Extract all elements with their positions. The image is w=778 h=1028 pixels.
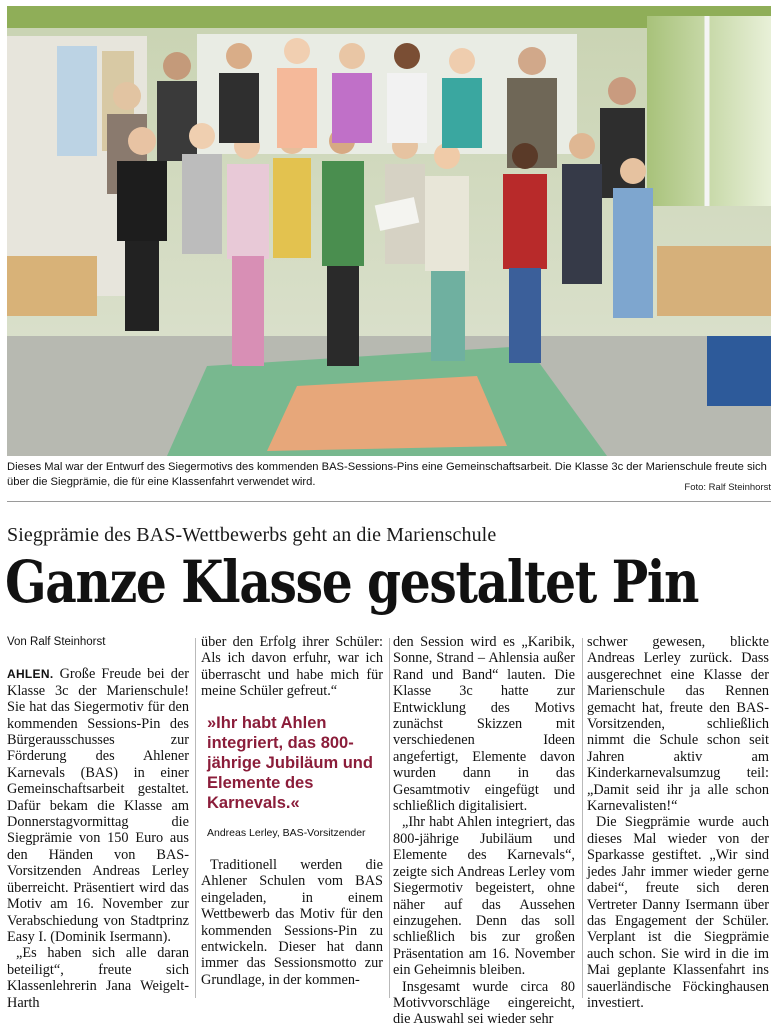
divider: [7, 501, 771, 502]
article-paragraph: schwer gewesen, blickte Andreas Lerley zurück. Dass ausgerechnet eine Klasse der Marienschule das Rennen gemacht hat, freute den BAS-Vorsitzenden, schließlich nimmt die Schule schon seit Jahren aktiv am Kinderkarnevalsumzug teil: „Damit seid ihr ja alle schon Karnevalisten!“: [587, 634, 769, 815]
article-paragraph: den Session wird es „Karibik, Sonne, Strand – Ahlensia außer Rand und Band“ lauten. Die Klasse 3c hatte zur Entwicklung des Motivs zunächst Skizzen mit verschiedenen Ideen angefertigt, Elemente davon wurden dann in das Gesamtmotiv eingefügt und schließlich digitalisiert.: [393, 634, 575, 815]
article-paragraph: AHLEN. Große Freude bei der Klasse 3c der Marienschule! Sie hat das Siegermotiv für den kommenden Sessions-Pin des Bürgerausschusses zur Förderung des Ahlener Karnevals (BAS) in einer Gemeinschaftsarbeit gestaltet. Dafür bekam die Klasse am Donnerstagvormittag die Siegprämie von 150 Euro aus den Händen von BAS-Vorsitzenden Andreas Lerley überreicht. Präsentiert wird das Motiv am 16. November zur Verabschiedung von Stadtprinz Easy I. (Dominik Isermann).: [7, 666, 189, 945]
column-divider: [389, 638, 390, 998]
article-column-3: [393, 634, 575, 1028]
dateline: AHLEN.: [7, 667, 54, 682]
article-paragraph: „Es haben sich alle daran beteiligt“, freute sich Klassenlehrerin Jana Weigelt-Harth: [7, 945, 189, 1011]
article-paragraph: „Ihr habt Ahlen integriert, das 800-jährige Jubiläum und Elemente des Karnevals“, zeigte sich Andreas Lerley vom Siegermotiv begeistert, ohne näher auf das Aussehen einzugehen. Denn das soll schließlich bis zur großen Präsentation am 16. November ein Geheimnis bleiben.: [393, 814, 575, 979]
photo-caption: Dieses Mal war der Entwurf des Siegermotivs des kommenden BAS-Sessions-Pins eine Gemeinschaftsarbeit. Die Klasse 3c der Marienschule freute sich über die Siegprämie, die für eine Klassenfahrt verwendet wird.: [7, 461, 767, 488]
pull-quote-source: Andreas Lerley, BAS-Vorsitzender: [207, 826, 366, 839]
article-kicker: Siegprämie des BAS-Wettbewerbs geht an die Marienschule: [7, 524, 497, 546]
article-paragraph: Die Siegprämie wurde auch dieses Mal wieder von der Sparkasse gestiftet. „Wir sind jedes Jahr immer wieder gerne dabei“, freute sich deren Vertreter Danny Isermann über das Engagement der Schüler. Verplant ist die Siegprämie auch schon. Sie wird in die im Mai geplante Klassenfahrt ins sauerländische Föckinghausen investiert.: [587, 814, 769, 1011]
article-headline: Ganze Klasse gestaltet Pin: [5, 548, 699, 616]
article-photo: [7, 6, 771, 456]
article-paragraph: über den Erfolg ihrer Schüler: Als ich davon erfuhr, war ich überrascht und habe mich für meine Schüler gefreut.“: [201, 634, 383, 700]
column-divider: [582, 638, 583, 998]
article-column-2: [201, 634, 383, 1002]
article-column-1: [7, 634, 189, 1011]
article-body: [7, 634, 773, 1028]
article-column-4: [587, 634, 769, 1011]
article-author: Von Ralf Steinhorst: [7, 636, 106, 648]
article-paragraph: Traditionell werden die Ahlener Schulen vom BAS eingeladen, in einem Wettbewerb das Motiv für den kommenden Sessions-Pin zu entwickeln. Dieser hat dann immer das Sessionsmotto zur Grundlage, in der kommen-: [201, 857, 383, 988]
column-divider: [195, 638, 196, 998]
photo-credit: Foto: Ralf Steinhorst: [684, 482, 771, 493]
classroom-group-photo-icon: [7, 6, 771, 456]
pull-quote: »Ihr habt Ahlen integriert, das 800-jährige Jubiläum und Elemente des Karnevals.«: [207, 713, 373, 812]
article-paragraph: Insgesamt wurde circa 80 Motivvorschläge eingereicht, die Auswahl sei wieder sehr: [393, 978, 575, 1028]
